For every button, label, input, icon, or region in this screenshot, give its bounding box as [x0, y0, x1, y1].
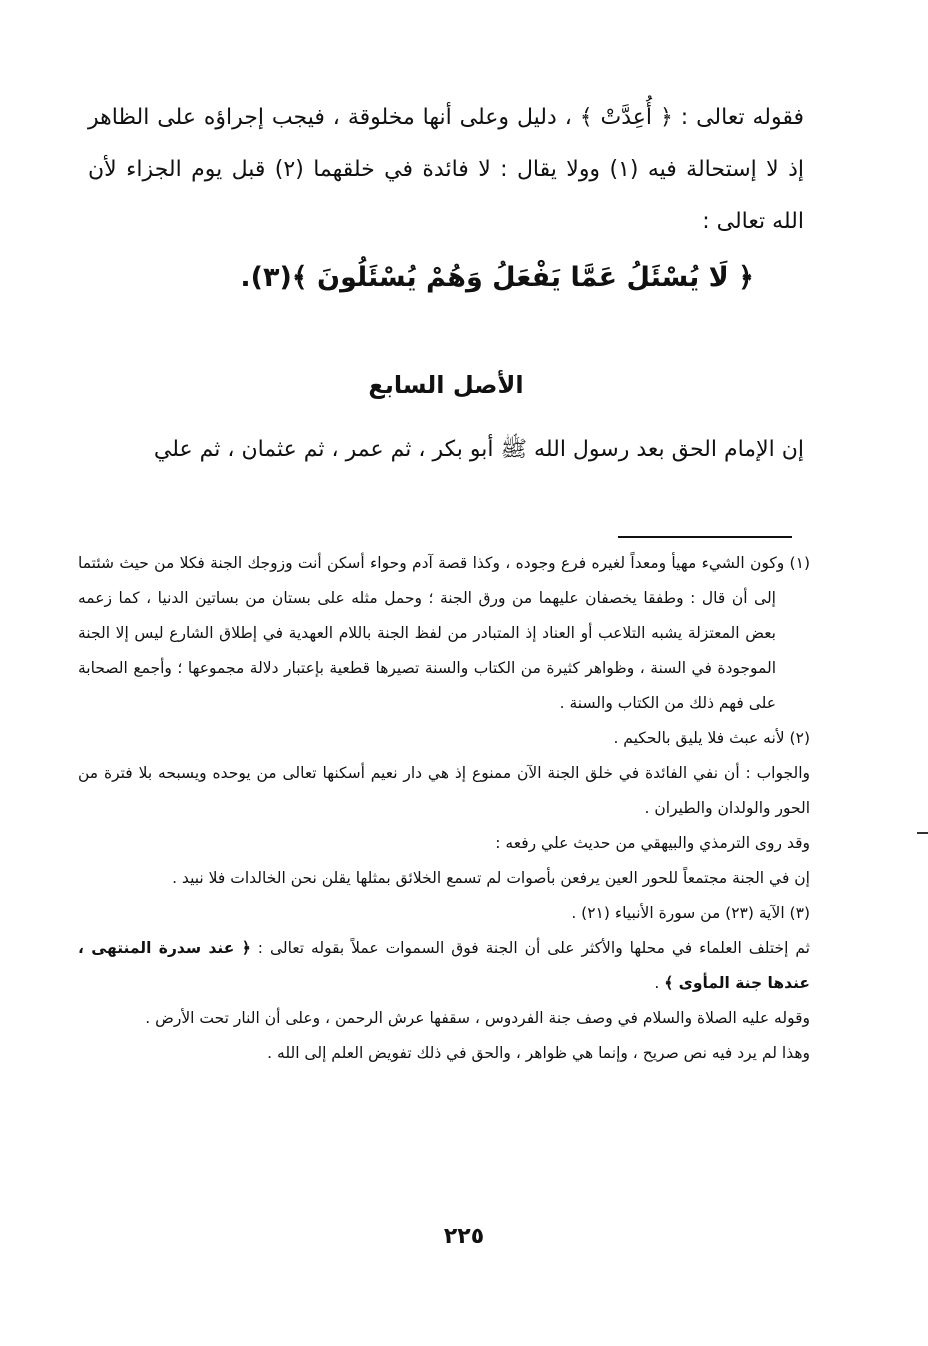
footnote-3-hadith: وقوله عليه الصلاة والسلام في وصف جنة الفردوس ، سقفها عرش الرحمن ، وعلى أن النار تحت الأرض . — [145, 1009, 810, 1027]
body-paragraph-2: إن الإمام الحق بعد رسول الله ﷺ أبو بكر ، ثم عمر ، ثم عثمان ، ثم علي — [153, 437, 804, 462]
footnote-3-conclusion: وهذا لم يرد فيه نص صريح ، وإنما هي ظواهر ، والحق في ذلك تفويض العلم إلى الله . — [267, 1044, 810, 1062]
footnotes — [78, 546, 810, 1071]
footnote-3-scholars-end: . — [654, 974, 660, 992]
quranic-verse: ﴿ لَا يُسْئَلُ عَمَّا يَفْعَلُ وَهُمْ يُسْئَلُونَ ﴾(٣). — [240, 262, 754, 293]
footnote-2: (٢) لأنه عبث فلا يليق بالحكيم . — [613, 729, 810, 747]
footnote-separator — [618, 536, 792, 538]
footnote-3-scholars — [78, 931, 810, 1001]
main-text — [88, 92, 804, 306]
page-number: ٢٢٥ — [443, 1224, 485, 1249]
footnote-2-hadith-intro: وقد روى الترمذي والبيهقي من حديث علي رفعه : — [495, 834, 810, 852]
footnote-1: (١) وكون الشيء مهيأ ومعداً لغيره فرع وجوده ، وكذا قصة آدم وحواء أسكن أنت وزوجك الجنة فكلا من حيث شئتما إلى أن قال : وطفقا يخصفان عليهما من ورق الجنة ؛ وحمل مثله على بستان من بساتين الدنيا ، كما زعمه بعض المعتزلة يشبه التلاعب أو العناد إذ المتبادر من لفظ الجنة باللام العهدية في إطلاق الشارع ليس إلا الجنة الموجودة في السنة ، وظواهر كثيرة من الكتاب والسنة تصيرها قطعية بإعتبار دلالة مجموعها ؛ وأجمع الصحابة على فهم ذلك من الكتاب والسنة . — [78, 554, 810, 712]
footnote-3: (٣) الآية (٢٣) من سورة الأنبياء (٢١) . — [571, 904, 810, 922]
scan-edge-mark — [917, 832, 928, 834]
section-heading: الأصل السابع — [368, 371, 524, 399]
footnote-3-scholars-text: ثم إختلف العلماء في محلها والأكثر على أن الجنة فوق السموات عملاً بقوله تعالى : — [257, 939, 810, 957]
body-paragraph-1: فقوله تعالى : ﴿ أُعِدَّتْ ﴾ ، دليل وعلى أنها مخلوقة ، فيجب إجراؤه على الظاهر إذ لا إستحالة فيه (١) وولا يقال : لا فائدة في خلقهما (٢) قبل يوم الجزاء لأن الله تعالى : — [88, 105, 805, 234]
footnote-2-hadith: إن في الجنة مجتمعاً للحور العين يرفعن بأصوات لم تسمع الخلائق بمثلها يقلن نحن الخالدات فلا نبيد . — [172, 869, 810, 887]
footnote-2-answer: والجواب : أن نفي الفائدة في خلق الجنة الآن ممنوع إذ هي دار نعيم أسكنها تعالى من يوحده ويسبحه بلا فترة من الحور والولدان والطيران . — [78, 764, 810, 817]
footnote-3-scholars-verse: ﴿ عند سدرة المنتهى ، عندها جنة المأوى ﴾ — [78, 939, 810, 992]
